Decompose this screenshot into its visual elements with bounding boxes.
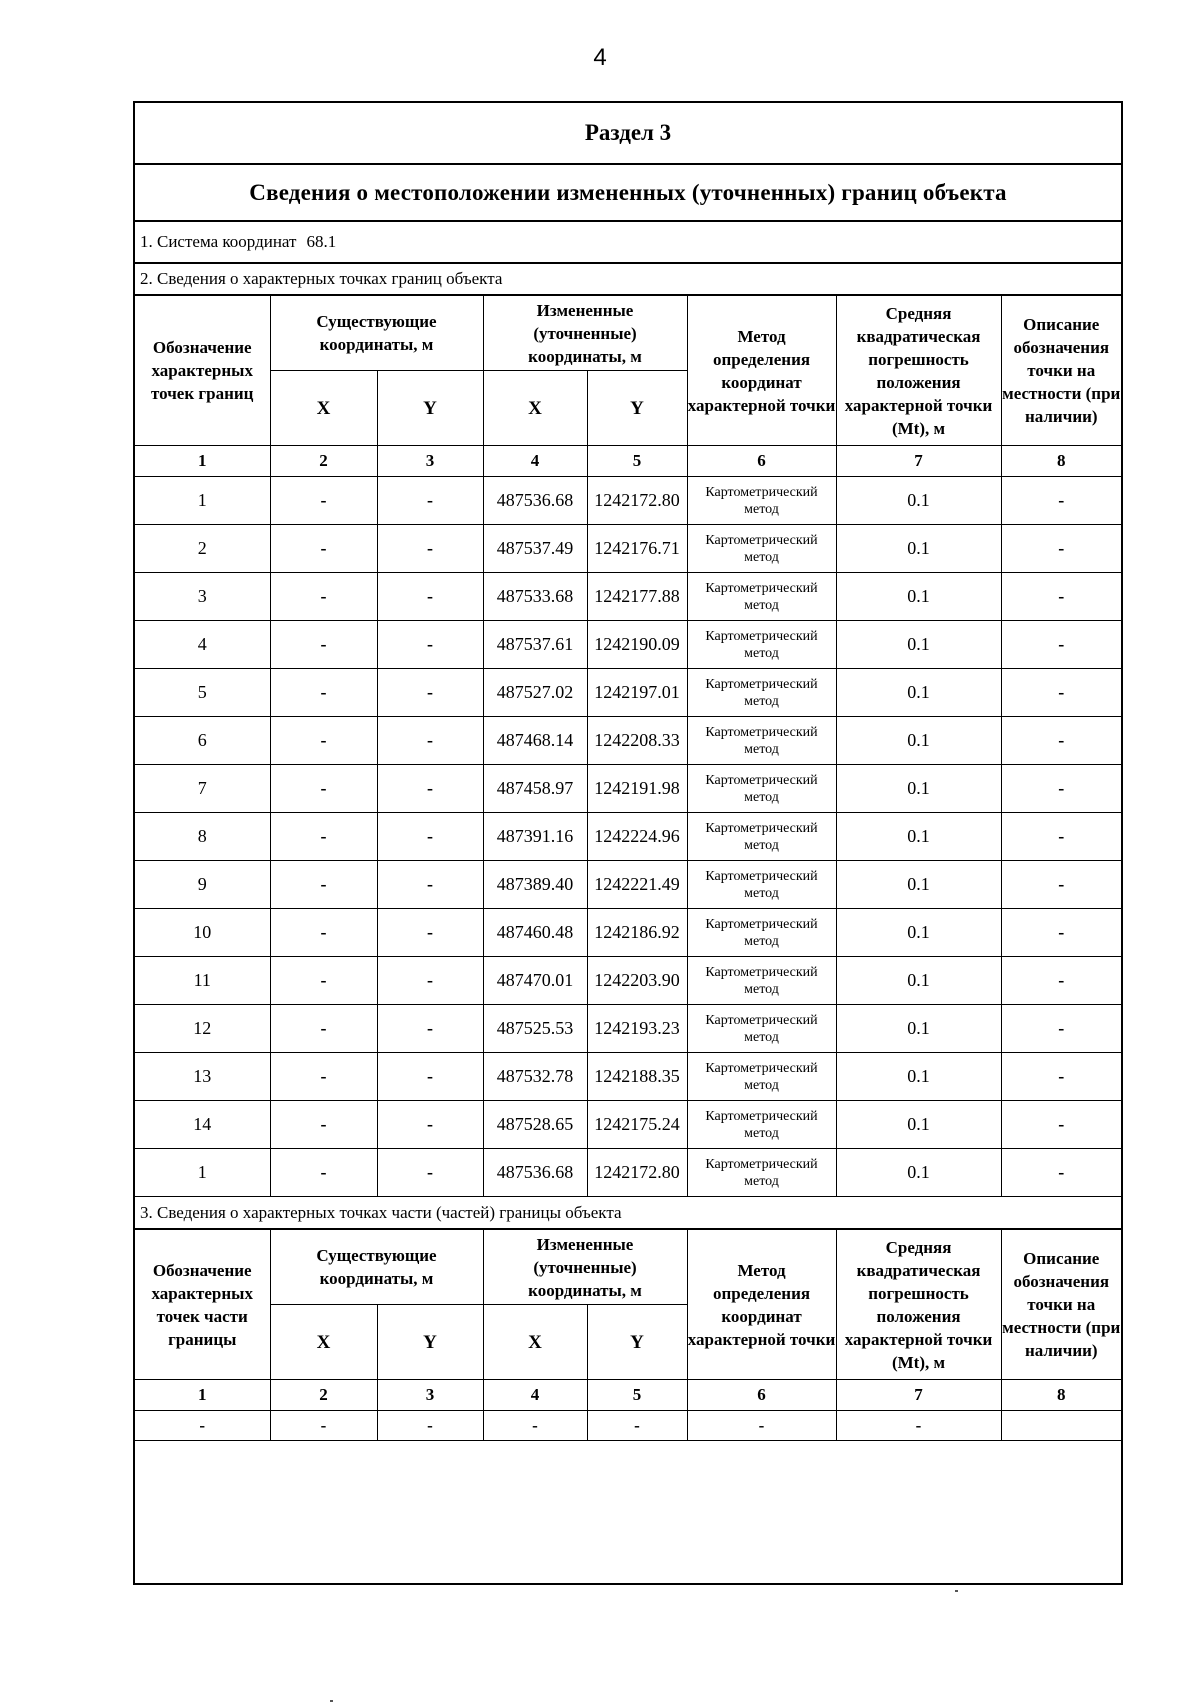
blank-area: [135, 1441, 1121, 1561]
method-cell: Картометрический метод: [687, 909, 836, 957]
changed-x-cell: 487537.61: [483, 621, 587, 669]
existing-x-cell: -: [270, 717, 377, 765]
changed-x-cell: 487468.14: [483, 717, 587, 765]
part-cell: -: [377, 1411, 483, 1441]
point-number-cell: 9: [135, 861, 270, 909]
changed-y-cell: 1242176.71: [587, 525, 687, 573]
method-cell: Картометрический метод: [687, 957, 836, 1005]
existing-y-cell: -: [377, 669, 483, 717]
boundary-points-table: [135, 296, 1121, 1197]
error-mt-cell: 0.1: [836, 1101, 1001, 1149]
description-cell: -: [1001, 1053, 1121, 1101]
description-cell: -: [1001, 957, 1121, 1005]
header-description: Описание обозначения точки на местности (при наличии): [1001, 296, 1121, 446]
part-cell: -: [483, 1411, 587, 1441]
description-cell: -: [1001, 909, 1121, 957]
parts-column-number-row: [135, 1380, 1121, 1411]
point-number-cell: 12: [135, 1005, 270, 1053]
description-cell: -: [1001, 1005, 1121, 1053]
parts-header-description: Описание обозначения точки на местности (при наличии): [1001, 1230, 1121, 1380]
section-subtitle: Сведения о местоположении измененных (уточненных) границ объекта: [135, 165, 1121, 222]
header-designation: Обозначение характерных точек границ: [135, 296, 270, 446]
part-cell: -: [135, 1411, 270, 1441]
error-mt-cell: 0.1: [836, 1053, 1001, 1101]
changed-x-cell: 487458.97: [483, 765, 587, 813]
existing-x-cell: -: [270, 1053, 377, 1101]
error-mt-cell: 0.1: [836, 909, 1001, 957]
error-mt-cell: 0.1: [836, 573, 1001, 621]
column-number: 1: [135, 446, 270, 477]
existing-y-cell: -: [377, 573, 483, 621]
parts-header-existing-coordinates: Существующие координаты, м: [270, 1230, 483, 1305]
description-cell: -: [1001, 861, 1121, 909]
scan-speck: [955, 1590, 958, 1592]
point-row: [135, 765, 1121, 813]
existing-y-cell: -: [377, 621, 483, 669]
parts-header-method: Метод определения координат характерной точки: [687, 1230, 836, 1380]
point-row: [135, 717, 1121, 765]
changed-y-cell: 1242193.23: [587, 1005, 687, 1053]
changed-x-cell: 487470.01: [483, 957, 587, 1005]
description-cell: -: [1001, 669, 1121, 717]
parts-header-designation: Обозначение характерных точек части границы: [135, 1230, 270, 1380]
method-cell: Картометрический метод: [687, 669, 836, 717]
existing-x-cell: -: [270, 1005, 377, 1053]
header-changed-y: Y: [587, 371, 687, 446]
error-mt-cell: 0.1: [836, 813, 1001, 861]
point-row: [135, 861, 1121, 909]
parts-header-existing-y: Y: [377, 1305, 483, 1380]
changed-y-cell: 1242203.90: [587, 957, 687, 1005]
header-method: Метод определения координат характерной точки: [687, 296, 836, 446]
point-number-cell: 14: [135, 1101, 270, 1149]
description-cell: -: [1001, 1101, 1121, 1149]
header-changed-coordinates: Измененные (уточненные) координаты, м: [483, 296, 687, 371]
existing-x-cell: -: [270, 765, 377, 813]
part-cell: -: [836, 1411, 1001, 1441]
header-existing-y: Y: [377, 371, 483, 446]
point-row: [135, 1005, 1121, 1053]
description-cell: -: [1001, 525, 1121, 573]
method-cell: Картометрический метод: [687, 861, 836, 909]
changed-y-cell: 1242172.80: [587, 1149, 687, 1197]
part-cell: [1001, 1411, 1121, 1441]
existing-y-cell: -: [377, 909, 483, 957]
header-existing-coordinates: Существующие координаты, м: [270, 296, 483, 371]
changed-y-cell: 1242191.98: [587, 765, 687, 813]
point-number-cell: 7: [135, 765, 270, 813]
column-number-row: [135, 446, 1121, 477]
existing-y-cell: -: [377, 1053, 483, 1101]
description-cell: -: [1001, 813, 1121, 861]
changed-y-cell: 1242188.35: [587, 1053, 687, 1101]
parts-header-changed-x: X: [483, 1305, 587, 1380]
method-cell: Картометрический метод: [687, 813, 836, 861]
point-row: [135, 909, 1121, 957]
description-cell: -: [1001, 717, 1121, 765]
changed-y-cell: 1242221.49: [587, 861, 687, 909]
changed-y-cell: 1242197.01: [587, 669, 687, 717]
point-number-cell: 13: [135, 1053, 270, 1101]
changed-y-cell: 1242208.33: [587, 717, 687, 765]
changed-y-cell: 1242186.92: [587, 909, 687, 957]
scan-speck: [330, 1700, 333, 1702]
changed-y-cell: 1242175.24: [587, 1101, 687, 1149]
point-number-cell: 10: [135, 909, 270, 957]
changed-x-cell: 487525.53: [483, 1005, 587, 1053]
error-mt-cell: 0.1: [836, 525, 1001, 573]
column-number: 6: [687, 446, 836, 477]
changed-x-cell: 487536.68: [483, 1149, 587, 1197]
existing-x-cell: -: [270, 1149, 377, 1197]
changed-x-cell: 487391.16: [483, 813, 587, 861]
existing-y-cell: -: [377, 1101, 483, 1149]
coordinate-system-line: [135, 222, 1121, 264]
coordinate-system-label: 1. Система координат: [140, 232, 297, 251]
points-heading: 2. Сведения о характерных точках границ объекта: [135, 264, 1121, 296]
changed-y-cell: 1242172.80: [587, 477, 687, 525]
part-cell: -: [270, 1411, 377, 1441]
existing-x-cell: -: [270, 813, 377, 861]
method-cell: Картометрический метод: [687, 1053, 836, 1101]
point-row: [135, 477, 1121, 525]
point-number-cell: 4: [135, 621, 270, 669]
parts-header-error: Средняя квадратическая погрешность положения характерной точки (Mt), м: [836, 1230, 1001, 1380]
column-number: 2: [270, 1380, 377, 1411]
column-number: 4: [483, 446, 587, 477]
changed-x-cell: 487533.68: [483, 573, 587, 621]
existing-x-cell: -: [270, 573, 377, 621]
point-number-cell: 8: [135, 813, 270, 861]
existing-x-cell: -: [270, 1101, 377, 1149]
existing-x-cell: -: [270, 909, 377, 957]
existing-y-cell: -: [377, 525, 483, 573]
column-number: 8: [1001, 1380, 1121, 1411]
existing-y-cell: -: [377, 765, 483, 813]
method-cell: Картометрический метод: [687, 717, 836, 765]
parts-header-existing-x: X: [270, 1305, 377, 1380]
parts-header-changed-y: Y: [587, 1305, 687, 1380]
header-changed-x: X: [483, 371, 587, 446]
description-cell: -: [1001, 621, 1121, 669]
column-number: 7: [836, 446, 1001, 477]
column-number: 7: [836, 1380, 1001, 1411]
description-cell: -: [1001, 765, 1121, 813]
existing-y-cell: -: [377, 1005, 483, 1053]
header-existing-x: X: [270, 371, 377, 446]
point-number-cell: 3: [135, 573, 270, 621]
point-row: [135, 813, 1121, 861]
error-mt-cell: 0.1: [836, 1005, 1001, 1053]
existing-y-cell: -: [377, 957, 483, 1005]
point-row: [135, 957, 1121, 1005]
method-cell: Картометрический метод: [687, 1149, 836, 1197]
point-row: [135, 573, 1121, 621]
point-row: [135, 1149, 1121, 1197]
changed-x-cell: 487389.40: [483, 861, 587, 909]
error-mt-cell: 0.1: [836, 477, 1001, 525]
point-row: [135, 1101, 1121, 1149]
existing-x-cell: -: [270, 621, 377, 669]
parts-header-changed-coordinates: Измененные (уточненные) координаты, м: [483, 1230, 687, 1305]
changed-x-cell: 487527.02: [483, 669, 587, 717]
changed-x-cell: 487460.48: [483, 909, 587, 957]
point-number-cell: 6: [135, 717, 270, 765]
changed-y-cell: 1242190.09: [587, 621, 687, 669]
error-mt-cell: 0.1: [836, 621, 1001, 669]
method-cell: Картометрический метод: [687, 525, 836, 573]
column-number: 4: [483, 1380, 587, 1411]
point-number-cell: 1: [135, 477, 270, 525]
existing-y-cell: -: [377, 717, 483, 765]
description-cell: -: [1001, 573, 1121, 621]
part-row: [135, 1411, 1121, 1441]
existing-y-cell: -: [377, 861, 483, 909]
part-cell: -: [587, 1411, 687, 1441]
changed-x-cell: 487532.78: [483, 1053, 587, 1101]
method-cell: Картометрический метод: [687, 765, 836, 813]
method-cell: Картометрический метод: [687, 1005, 836, 1053]
changed-y-cell: 1242224.96: [587, 813, 687, 861]
changed-x-cell: 487528.65: [483, 1101, 587, 1149]
column-number: 2: [270, 446, 377, 477]
existing-x-cell: -: [270, 477, 377, 525]
changed-x-cell: 487537.49: [483, 525, 587, 573]
error-mt-cell: 0.1: [836, 957, 1001, 1005]
column-number: 3: [377, 1380, 483, 1411]
column-number: 3: [377, 446, 483, 477]
method-cell: Картометрический метод: [687, 573, 836, 621]
parts-heading: 3. Сведения о характерных точках части (частей) границы объекта: [135, 1197, 1121, 1230]
point-number-cell: 2: [135, 525, 270, 573]
error-mt-cell: 0.1: [836, 765, 1001, 813]
error-mt-cell: 0.1: [836, 1149, 1001, 1197]
coordinate-system-value: 68.1: [306, 232, 337, 251]
section-title: Раздел 3: [135, 103, 1121, 165]
existing-y-cell: -: [377, 1149, 483, 1197]
column-number: 5: [587, 1380, 687, 1411]
point-row: [135, 621, 1121, 669]
section-frame: [133, 101, 1123, 1585]
changed-x-cell: 487536.68: [483, 477, 587, 525]
existing-x-cell: -: [270, 957, 377, 1005]
existing-x-cell: -: [270, 525, 377, 573]
point-number-cell: 5: [135, 669, 270, 717]
page-number: 4: [593, 44, 607, 71]
error-mt-cell: 0.1: [836, 861, 1001, 909]
existing-x-cell: -: [270, 669, 377, 717]
column-number: 6: [687, 1380, 836, 1411]
point-row: [135, 669, 1121, 717]
method-cell: Картометрический метод: [687, 621, 836, 669]
point-row: [135, 1053, 1121, 1101]
point-number-cell: 11: [135, 957, 270, 1005]
method-cell: Картометрический метод: [687, 477, 836, 525]
column-number: 1: [135, 1380, 270, 1411]
part-cell: -: [687, 1411, 836, 1441]
point-row: [135, 525, 1121, 573]
method-cell: Картометрический метод: [687, 1101, 836, 1149]
error-mt-cell: 0.1: [836, 717, 1001, 765]
changed-y-cell: 1242177.88: [587, 573, 687, 621]
point-number-cell: 1: [135, 1149, 270, 1197]
description-cell: -: [1001, 477, 1121, 525]
existing-y-cell: -: [377, 477, 483, 525]
existing-x-cell: -: [270, 861, 377, 909]
header-error: Средняя квадратическая погрешность положения характерной точки (Mt), м: [836, 296, 1001, 446]
error-mt-cell: 0.1: [836, 669, 1001, 717]
description-cell: -: [1001, 1149, 1121, 1197]
column-number: 8: [1001, 446, 1121, 477]
part-boundary-points-table: [135, 1230, 1121, 1441]
existing-y-cell: -: [377, 813, 483, 861]
column-number: 5: [587, 446, 687, 477]
